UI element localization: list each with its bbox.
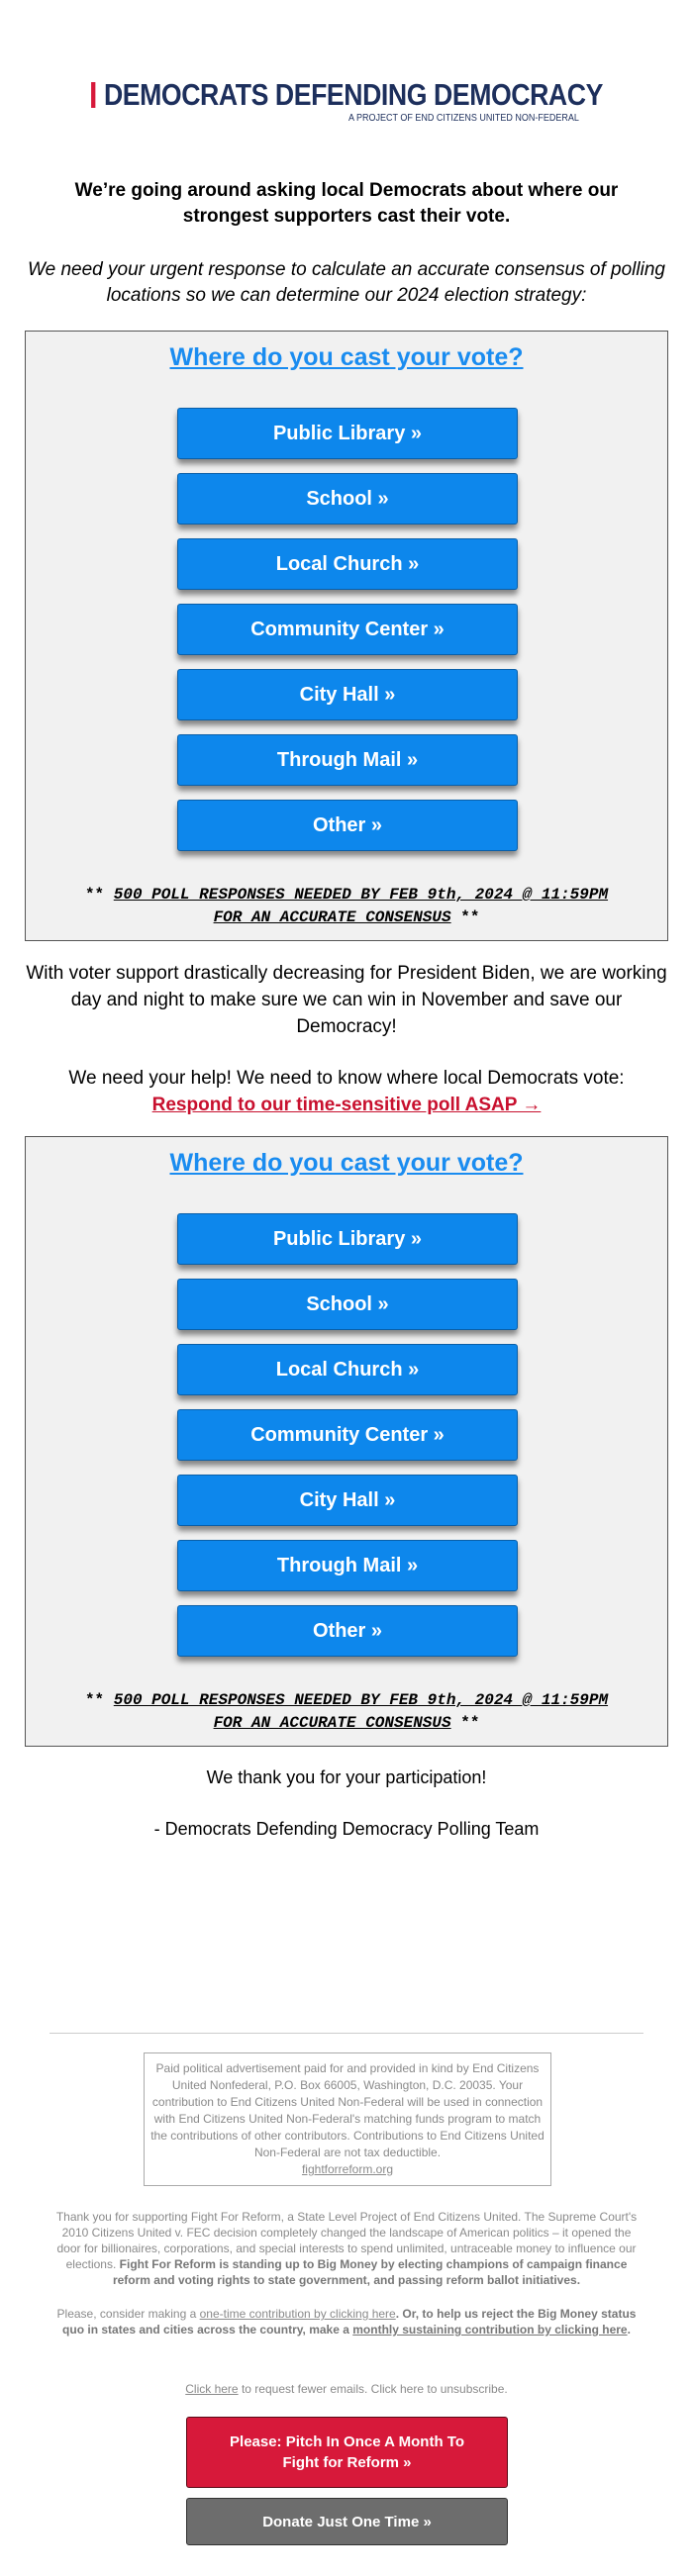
urgent-text: We need your urgent response to calculate an accurate consensus of polling locations so we can determine our 2024 election strategy:: [28, 259, 665, 306]
poll-option-other[interactable]: Other »: [177, 1605, 518, 1657]
poll-option-school[interactable]: School »: [177, 1279, 518, 1330]
poll-deadline-note: ** 500 POLL RESPONSES NEEDED BY FEB 9th, 2024 @ 11:59PM FOR AN ACCURATE CONSENSUS **: [84, 886, 609, 926]
poll-box-2: [25, 1136, 668, 1747]
monthly-donate-button[interactable]: Please: Pitch In Once A Month To Fight for Reform »: [186, 2417, 508, 2488]
poll-option-local-church[interactable]: Local Church »: [177, 1344, 518, 1395]
one-time-donate-button[interactable]: Donate Just One Time »: [186, 2498, 508, 2545]
poll-option-other[interactable]: Other »: [177, 800, 518, 851]
fewer-emails-link[interactable]: Click here: [185, 2382, 239, 2396]
logo-bar-icon: [91, 82, 95, 108]
thanks-text: We thank you for your participation!: [206, 1767, 487, 1787]
respond-poll-link[interactable]: Respond to our time-sensitive poll ASAP →: [151, 1095, 542, 1115]
help-label: We need your help! We need to know where local Democrats vote:: [68, 1068, 625, 1089]
footer-contribute: Please, consider making a one-time contribution by clicking here. Or, to help us reject the Big Money status quo in states and cities across the country, make a monthly sustaining contribution by clicking here.: [56, 2307, 637, 2337]
poll-option-community-center[interactable]: Community Center »: [177, 604, 518, 655]
footer-divider: [50, 2033, 644, 2034]
intro-text: We’re going around asking local Democrats about where our strongest supporters cast their vote.: [74, 180, 619, 227]
poll-option-public-library[interactable]: Public Library »: [177, 408, 518, 459]
logo: [0, 77, 693, 124]
footer-about-bold: Fight For Reform is standing up to Big Money by electing champions of campaign finance reform and voting rights to state government, and passing reform ballot initiatives.: [112, 2257, 628, 2287]
poll-option-city-hall[interactable]: City Hall »: [177, 669, 518, 720]
poll-deadline-note: ** 500 POLL RESPONSES NEEDED BY FEB 9th, 2024 @ 11:59PM FOR AN ACCURATE CONSENSUS **: [84, 1691, 609, 1732]
logo-wordmark: [91, 77, 603, 113]
monthly-contribution-link[interactable]: monthly sustaining contribution by clicking here: [352, 2323, 628, 2337]
poll-option-city-hall[interactable]: City Hall »: [177, 1475, 518, 1526]
support-text: With voter support drastically decreasing for President Biden, we are working day and night to make sure we can win in November and save our Democracy!: [26, 963, 667, 1037]
logo-subtitle: A PROJECT OF END CITIZENS UNITED NON-FEDERAL: [348, 113, 579, 124]
footer-about: [54, 2209, 639, 2288]
logo-title: DEMOCRATS DEFENDING DEMOCRACY: [103, 77, 603, 112]
unsubscribe-text[interactable]: to request fewer emails. Click here to unsubscribe.: [241, 2382, 508, 2396]
footer-about-text: Thank you for supporting Fight For Reform, a State Level Project of End Citizens United. The Supreme Court's 2010 Citizens United v. FEC decision completely changed the landscape of American politics – it opened the door for billionaires, corporations, and special interests to spend unlimited, untraceable money to influence our elections.: [55, 2210, 638, 2271]
poll-option-school[interactable]: School »: [177, 473, 518, 525]
fightforreform-link[interactable]: fightforreform.org: [301, 2162, 394, 2176]
poll-title[interactable]: Where do you cast your vote?: [169, 343, 524, 371]
poll-option-community-center[interactable]: Community Center »: [177, 1409, 518, 1461]
disclaimer-text: Paid political advertisement paid for and provided in kind by End Citizens United Nonfederal, P.O. Box 66005, Washington, D.C. 20035. Your contribution to End Citizens United Non-Federal will be used in connection with End Citizens United Non-Federal's matching funds program to match the contributions of other contributors. Contributions to End Citizens United Non-Federal are not tax deductible.: [150, 2061, 544, 2159]
signoff-text: - Democrats Defending Democracy Polling Team: [153, 1819, 540, 1839]
poll-option-through-mail[interactable]: Through Mail »: [177, 1540, 518, 1591]
poll-option-through-mail[interactable]: Through Mail »: [177, 734, 518, 786]
poll-title[interactable]: Where do you cast your vote?: [169, 1149, 524, 1177]
one-time-contribution-link[interactable]: one-time contribution by clicking here: [199, 2307, 396, 2321]
poll-box-1: [25, 331, 668, 941]
footer-email-prefs: [54, 2381, 639, 2397]
paid-for-disclaimer: [144, 2052, 551, 2186]
poll-option-local-church[interactable]: Local Church »: [177, 538, 518, 590]
poll-option-public-library[interactable]: Public Library »: [177, 1213, 518, 1265]
help-text: [20, 1065, 673, 1118]
